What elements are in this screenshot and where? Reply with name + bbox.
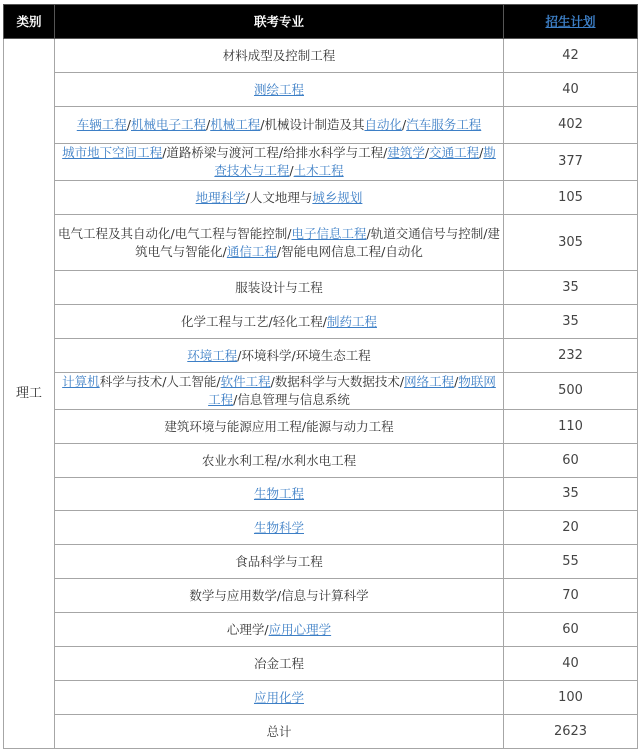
total-label: 总计 — [55, 715, 504, 749]
major-cell — [55, 545, 504, 579]
major-cell — [55, 373, 504, 410]
major-text: 建筑环境与能源应用工程/能源与动力工程 — [164, 418, 394, 434]
header-category: 类别 — [4, 5, 55, 39]
table-row — [4, 545, 638, 579]
table-row — [4, 215, 638, 271]
table-row — [4, 73, 638, 107]
plan-count-cell: 232 — [504, 339, 638, 373]
plan-count-cell: 60 — [504, 613, 638, 647]
major-text: /机械设计制造及其 — [260, 117, 365, 132]
plan-count-cell: 305 — [504, 215, 638, 271]
total-value: 2623 — [504, 715, 638, 749]
major-text: 材料成型及控制工程 — [222, 47, 336, 63]
plan-count-cell: 500 — [504, 373, 638, 410]
table-header-row — [4, 5, 638, 39]
major-text: 科学与技术/人工智能/ — [99, 374, 221, 389]
plan-count-cell: 60 — [504, 444, 638, 478]
table-row — [4, 373, 638, 410]
table-row — [4, 681, 638, 715]
major-text: 冶金工程 — [253, 655, 304, 671]
major-link[interactable]: 物联网工程 — [208, 374, 496, 407]
plan-count-cell: 70 — [504, 579, 638, 613]
table-row — [4, 478, 638, 511]
major-link[interactable]: 自动化 — [364, 117, 402, 132]
major-link[interactable]: 城乡规划 — [312, 189, 363, 205]
major-link[interactable]: 应用化学 — [253, 689, 304, 705]
table-row — [4, 613, 638, 647]
major-text: / — [454, 374, 459, 389]
plan-count-cell: 105 — [504, 181, 638, 215]
major-text: 化学工程与工艺/轻化工程/ — [181, 313, 327, 329]
plan-count-cell: 42 — [504, 39, 638, 73]
plan-count-cell: 110 — [504, 410, 638, 444]
major-link[interactable]: 制药工程 — [326, 313, 377, 329]
major-cell — [55, 410, 504, 444]
major-text: / — [289, 163, 294, 178]
plan-count-cell: 35 — [504, 271, 638, 305]
major-cell — [55, 681, 504, 715]
major-text: / — [424, 145, 430, 160]
major-text: /环境科学/环境生态工程 — [237, 347, 371, 363]
major-text: 数学与应用数学/信息与计算科学 — [189, 587, 369, 603]
major-link[interactable]: 电子信息工程 — [291, 225, 367, 241]
major-text: /道路桥梁与渡河工程/给排水科学与工程/ — [162, 145, 388, 160]
plan-count-cell: 40 — [504, 647, 638, 681]
major-link[interactable]: 汽车服务工程 — [406, 117, 482, 132]
major-link[interactable]: 交通工程 — [429, 145, 480, 160]
major-link[interactable]: 建筑学 — [387, 145, 425, 160]
major-cell — [55, 478, 504, 511]
major-link[interactable]: 通信工程 — [226, 243, 277, 259]
table-row — [4, 305, 638, 339]
header-plan — [504, 5, 638, 39]
admission-plan-table-wrapper — [3, 4, 638, 749]
major-cell — [55, 271, 504, 305]
table-row — [4, 39, 638, 73]
major-text: 农业水利工程/水利水电工程 — [201, 452, 357, 468]
major-link[interactable]: 机械工程 — [210, 117, 261, 132]
major-text: / — [401, 117, 407, 132]
table-row — [4, 181, 638, 215]
major-link[interactable]: 城市地下空间工程 — [62, 145, 163, 160]
major-link[interactable]: 土木工程 — [293, 163, 344, 178]
table-row — [4, 444, 638, 478]
admission-plan-table — [3, 4, 638, 749]
major-link[interactable]: 软件工程 — [220, 374, 271, 389]
major-text: 服装设计与工程 — [235, 279, 323, 295]
plan-count-cell: 40 — [504, 73, 638, 107]
major-text: /数据科学与大数据技术/ — [270, 374, 405, 389]
major-text: /智能电网信息工程/自动化 — [276, 243, 423, 259]
header-plan-link[interactable]: 招生计划 — [545, 13, 596, 29]
major-link[interactable]: 测绘工程 — [253, 81, 304, 97]
major-text: / — [126, 117, 131, 132]
major-cell — [55, 215, 504, 271]
major-text: /轨道交通信号与控制/建筑电气与智能化/ — [135, 225, 500, 259]
major-text: /信息管理与信息系统 — [233, 392, 350, 407]
major-link[interactable]: 网络工程 — [404, 374, 455, 389]
major-cell — [55, 144, 504, 181]
major-cell — [55, 613, 504, 647]
major-link[interactable]: 机械电子工程 — [131, 117, 207, 132]
major-link[interactable]: 生物科学 — [253, 519, 304, 535]
header-major: 联考专业 — [55, 5, 504, 39]
plan-count-cell: 35 — [504, 305, 638, 339]
major-cell — [55, 181, 504, 215]
plan-count-cell: 35 — [504, 478, 638, 511]
table-row — [4, 107, 638, 144]
major-text: / — [479, 145, 484, 160]
major-cell — [55, 579, 504, 613]
major-cell — [55, 339, 504, 373]
major-text: 心理学/ — [226, 621, 269, 637]
major-cell — [55, 73, 504, 107]
plan-count-cell: 377 — [504, 144, 638, 181]
table-row — [4, 511, 638, 545]
major-cell — [55, 647, 504, 681]
major-cell — [55, 107, 504, 144]
plan-count-cell: 55 — [504, 545, 638, 579]
major-text: /人文地理与 — [245, 189, 313, 205]
table-row — [4, 271, 638, 305]
table-body — [4, 39, 638, 749]
table-row — [4, 579, 638, 613]
major-link[interactable]: 环境工程 — [187, 347, 238, 363]
table-row — [4, 339, 638, 373]
table-row — [4, 647, 638, 681]
major-link[interactable]: 应用心理学 — [268, 621, 332, 637]
plan-count-cell: 100 — [504, 681, 638, 715]
total-row — [4, 715, 638, 749]
major-cell — [55, 305, 504, 339]
plan-count-cell: 20 — [504, 511, 638, 545]
category-cell: 理工 — [4, 39, 55, 749]
major-link[interactable]: 地理科学 — [195, 189, 246, 205]
table-row — [4, 144, 638, 181]
plan-count-cell: 402 — [504, 107, 638, 144]
major-link[interactable]: 勘查技术与工程 — [214, 145, 496, 178]
major-cell — [55, 511, 504, 545]
major-link[interactable]: 计算机 — [62, 374, 100, 389]
major-link[interactable]: 生物工程 — [253, 486, 304, 501]
major-link[interactable]: 车辆工程 — [76, 117, 127, 132]
table-row — [4, 410, 638, 444]
major-text: / — [206, 117, 211, 132]
major-cell — [55, 444, 504, 478]
major-text: 食品科学与工程 — [235, 553, 323, 569]
major-text: 电气工程及其自动化/电气工程与智能控制/ — [58, 225, 292, 241]
major-cell — [55, 39, 504, 73]
